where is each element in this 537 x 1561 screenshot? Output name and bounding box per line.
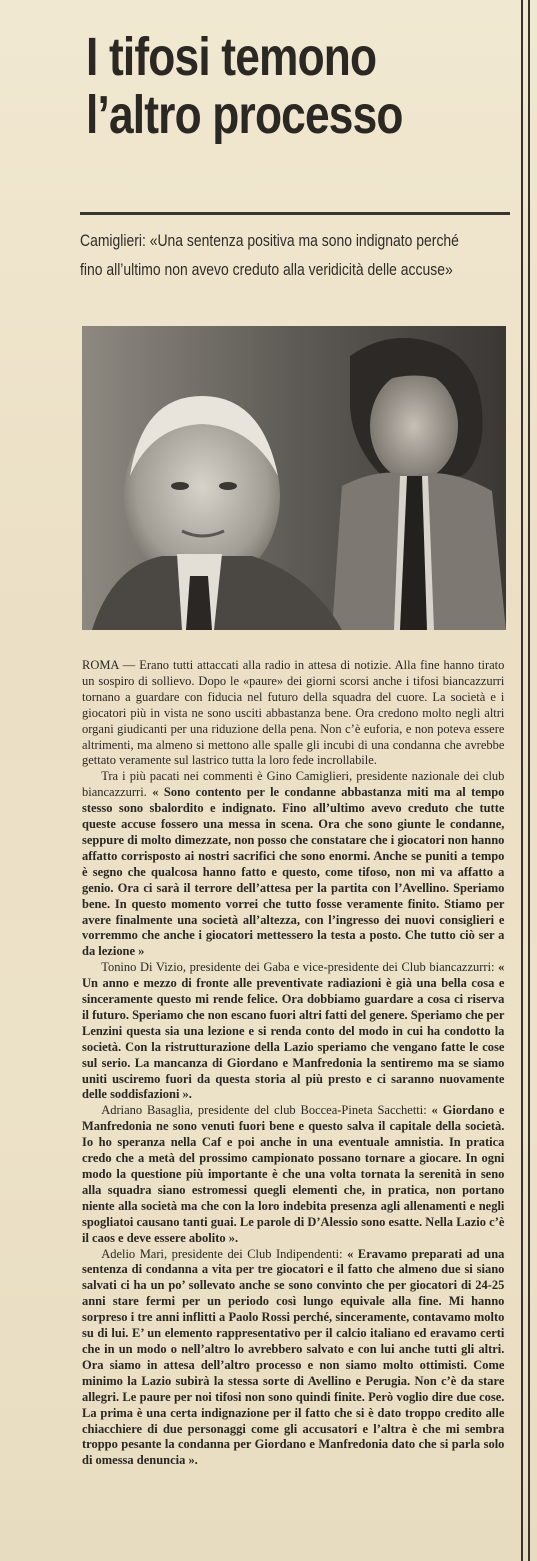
column-rule: [528, 0, 530, 1561]
speaker-intro: Adelio Mari, presidente dei Club Indipendenti:: [101, 1245, 343, 1261]
article-paragraph: [82, 768, 504, 959]
speaker-quote: « Eravamo preparati ad una sentenza di condanna a vita per tre giocatori e il fatto che almeno due si siano salvati ci ha un po’ sollevato anche se sono convinto che per giocatori di 24-25 anni stare fermi per un periodo così lungo equivale alla fine. Mi hanno sorpreso i tre anni inflitti a Paolo Rossi perché, sinceramente, contavamo molto su di lui. E’ un elemento rappresentativo per il calcio italiano ed eravamo certi che in un modo o nell’altro lo avrebbero salvato e con lui anche tutti gli altri. Ora siamo in attesa dell’altro processo e non siamo molto ottimisti. Come minimo la Lazio subirà la stessa sorte di Avellino e Perugia. Non c’è da stare allegri. Le paure per noi tifosi non sono quindi finite. Però voglio dire due cose. La prima è una certa indignazione per il fatto che si è dato troppo credito alle chiacchiere di due personaggi come gli accusatori e l’altra è che mi sembra troppo pesante la condanna per Giordano e Manfredonia dato che si parla solo di omessa denuncia ».: [82, 1245, 505, 1468]
speaker-quote: « Un anno e mezzo di fronte alle preventivate radiazioni è già una bella cosa e sinceramente questo mi rende felice. Ora dobbiamo guardare a cosa ci riserva il futuro. Speriamo che non escano fuori altri fatti del genere. Speriamo che per Lenzini questa sia una lezione e si renda conto del modo in cui ha condotto la società. Con la ristrutturazione della Lazio speriamo che vengano fatte le cose sul serio. La mancanza di Giordano e Manfredonia la sentiremo ma se siamo uniti usciremo fuori da questa storia al più presto e ci saranno nuovamente delle soddisfazioni ».: [82, 959, 505, 1102]
article-paragraph: ROMA — Erano tutti attaccati alla radio in attesa di notizie. Alla fine hanno tirato un sospiro di sollievo. Dopo le «paure» dei giorni scorsi anche i tifosi biancazzurri tornano a guardare con fiducia nel futuro della squadra del cuore. La società e i giocatori più in vista ne sono usciti abbastanza bene. Ora credono molto negli altri organi giudicanti per una riduzione della pena. Non c’è euforia, e non poteva essere altrimenti, ma almeno si mettono alle spalle gli incubi di una condanna che avrebbe gettato veramente sul lastrico tutta la loro fede incrollabile.: [82, 657, 505, 768]
news-photo: [82, 326, 506, 630]
article-paragraph: [82, 1246, 504, 1469]
article-paragraph: [82, 1102, 504, 1245]
subhead-line-2: fino all’ultimo non avevo creduto alla veridicità delle accuse»: [80, 260, 453, 279]
speaker-intro: Tra i più pacati nei commenti è Gino Camiglieri, presidente nazionale dei club biancazzurri.: [82, 768, 505, 800]
article-body: [82, 657, 504, 1468]
speaker-intro: Adriano Basaglia, presidente del club Boccea-Pineta Sacchetti:: [101, 1102, 427, 1118]
headline-line-2: l’altro processo: [86, 85, 403, 145]
speaker-quote: « Sono contento per le condanne abbastanza miti ma al tempo stesso sono sbalordito e indignato. Fino all’ultimo avevo creduto che tutte queste accuse fossero una messa in scena. Ora che sono giunte le condanne, seppure di molto dimezzate, non posso che constatare che i giocatori non hanno affatto corrisposto ai nostri sacrifici che sono enormi. Anche se puniti a tempo è segno che qualcosa hanno fatto e questo, come tifoso, non mi va affatto a genio. Ora ci sarà il terrore dell’attesa per la partita con l’Avellino. Speriamo bene. In questo momento vorrei che tutto fosse veramente finito. Stiamo per avere finalmente una società all’altezza, con l’ingresso dei nuovi consiglieri e vorremmo che anche i giocatori mettessero la testa a posto. Che tutto ciò ser a da lezione »: [82, 784, 505, 959]
article-paragraph: [82, 959, 504, 1102]
headline: [86, 28, 430, 144]
column-rule: [521, 0, 523, 1561]
speaker-intro: Tonino Di Vizio, presidente dei Gaba e vice-presidente dei Club biancazzurri:: [101, 959, 495, 975]
subhead-line-1: Camiglieri: «Una sentenza positiva ma sono indignato perché: [80, 231, 459, 250]
photo-two-men-icon: [82, 326, 506, 630]
headline-line-1: I tifosi temono: [86, 27, 377, 87]
subheadline: [80, 226, 506, 284]
speaker-quote: « Giordano e Manfredonia ne sono venuti fuori bene e questo salva il capitale della società. Io ho speranza nella Caf e poi anche in una eventuale amnistia. In pratica credo che a metà del prossimo campionato possano tornare a giocare. In ogni modo la questione più importante è che una volta tornata la serenità in seno alla squadra siano estromessi quegli elementi che, in pratica, non portano niente alla società ma che con la loro indebita presenza agli allenamenti e negli spogliatoi causano tanti guai. Le parole di D’Alessio sono esatte. Nella Lazio c’è il caos e deve essere abolito ».: [82, 1102, 505, 1245]
headline-divider: [80, 212, 510, 215]
